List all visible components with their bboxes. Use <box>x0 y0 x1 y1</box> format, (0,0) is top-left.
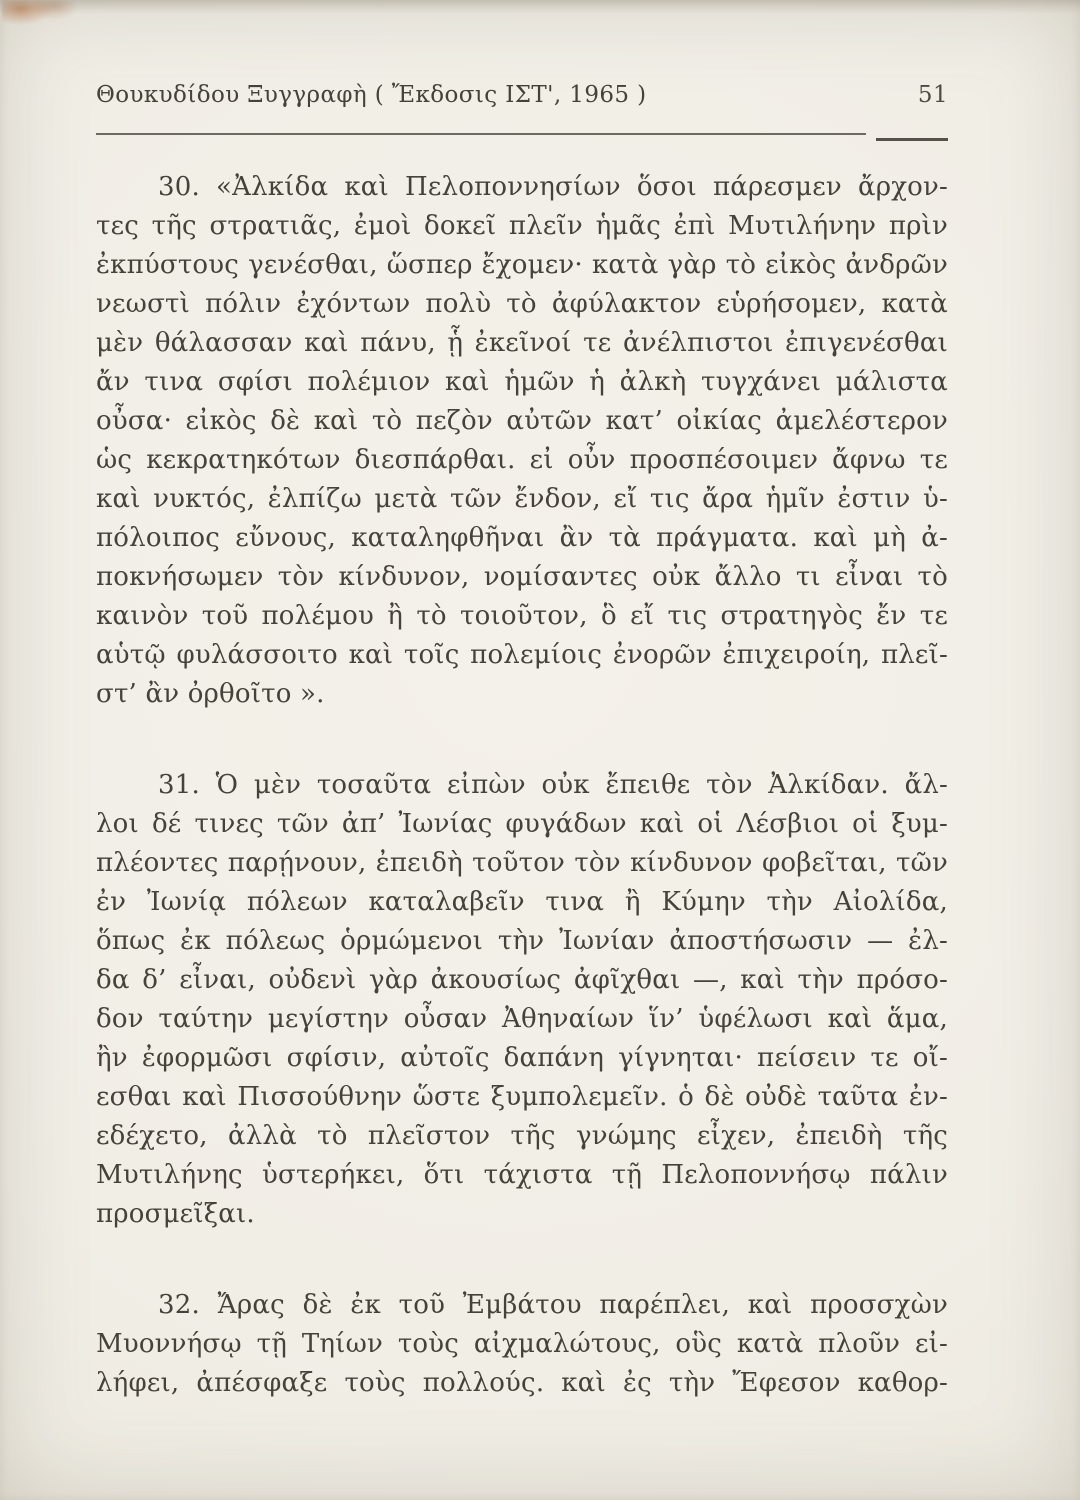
text-line: εδέχετο, ἀλλὰ τὸ πλεῖστον τῆς γνώμης εἶχεν, ἐπειδὴ τῆς <box>96 1121 948 1151</box>
paragraph-31 <box>96 766 948 1234</box>
text-line: ἐν Ἰωνίᾳ πόλεων καταλαβεῖν τινα ἢ Κύμην τὴν Αἰολίδα, <box>96 887 948 917</box>
text-line: 32. Ἄρας δὲ ἐκ τοῦ Ἐμβάτου παρέπλει, καὶ προσσχὼν <box>158 1290 948 1320</box>
text-line: ὅπως ἐκ πόλεως ὁρμώμενοι τὴν Ἰωνίαν ἀποστήσωσιν — ἐλ- <box>96 926 948 956</box>
header-rule <box>96 133 866 135</box>
text-line: μὲν θάλασσαν καὶ πάνυ, ᾗ ἐκεῖνοί τε ἀνέλπιστοι ἐπιγενέσθαι <box>96 328 948 358</box>
text-line: δα δ’ εἶναι, οὐδενὶ γὰρ ἀκουσίως ἀφῖχθαι —, καὶ τὴν πρόσο- <box>96 965 948 995</box>
text-line: Μυτιλήνης ὑστερήκει, ὅτι τάχιστα τῇ Πελοποννήσῳ πάλιν <box>96 1160 948 1190</box>
text-line: στ’ ἂν ὀρθοῖτο ». <box>96 679 325 709</box>
text-line: αὑτῷ φυλάσσοιτο καὶ τοῖς πολεμίοις ἐνορῶν ἐπιχειροίη, πλεῖ- <box>96 640 948 670</box>
scan-artifact <box>2 0 76 30</box>
text-line: τες τῆς στρατιᾶς, ἐμοὶ δοκεῖ πλεῖν ἡμᾶς ἐπὶ Μυτιλήνην πρὶν <box>96 211 948 241</box>
text-line: εσθαι καὶ Πισσούθνην ὥστε ξυμπολεμεῖν. ὁ δὲ οὐδὲ ταῦτα ἐν- <box>96 1082 948 1112</box>
text-line: 30. «Ἀλκίδα καὶ Πελοποννησίων ὅσοι πάρεσμεν ἄρχον- <box>158 172 948 202</box>
text-line: προσμεῖξαι. <box>96 1199 255 1229</box>
text-line: πλέοντες παρῄνουν, ἐπειδὴ τοῦτον τὸν κίνδυνον φοβεῖται, τῶν <box>96 848 948 878</box>
text-line: καὶ νυκτός, ἐλπίζω μετὰ τῶν ἔνδον, εἴ τις ἄρα ἡμῖν ἐστιν ὑ- <box>96 484 948 514</box>
text-line: νεωστὶ πόλιν ἐχόντων πολὺ τὸ ἀφύλακτον εὑρήσομεν, κατὰ <box>96 289 948 319</box>
text-line: καινὸν τοῦ πολέμου ἢ τὸ τοιοῦτον, ὃ εἴ τις στρατηγὸς ἔν τε <box>96 601 948 631</box>
text-line: δον ταύτην μεγίστην οὖσαν Ἀθηναίων ἵν’ ὑφέλωσι καὶ ἅμα, <box>96 1004 948 1034</box>
text-line: ὡς κεκρατηκότων διεσπάρθαι. εἰ οὖν προσπέσοιμεν ἄφνω τε <box>96 445 948 475</box>
text-line: ἐκπύστους γενέσθαι, ὥσπερ ἔχομεν· κατὰ γὰρ τὸ εἰκὸς ἀνδρῶν <box>96 250 948 280</box>
text-line: πόλοιπος εὔνους, καταληφθῆναι ἂν τὰ πράγματα. καὶ μὴ ἀ- <box>96 523 948 553</box>
text-line: οὖσα· εἰκὸς δὲ καὶ τὸ πεζὸν αὐτῶν κατ’ οἰκίας ἀμελέστερον <box>96 406 948 436</box>
running-title: Θουκυδίδου Ξυγγραφὴ ( Ἔκδοσις ΙΣΤ', 1965 ) <box>96 82 647 108</box>
text-line: λήφει, ἀπέσφαξε τοὺς πολλούς. καὶ ἐς τὴν Ἔφεσον καθορ- <box>96 1368 948 1398</box>
text-line: 31. Ὁ μὲν τοσαῦτα εἰπὼν οὐκ ἔπειθε τὸν Ἀλκίδαν. ἄλ- <box>158 770 948 800</box>
page-number-rule <box>876 138 948 141</box>
page-header <box>96 82 948 108</box>
text-line: λοι δέ τινες τῶν ἀπ’ Ἰωνίας φυγάδων καὶ οἱ Λέσβιοι οἱ ξυμ- <box>96 809 948 839</box>
page-number: 51 <box>917 82 948 108</box>
text-block <box>96 168 948 1403</box>
paragraph-30 <box>96 168 948 714</box>
text-line: ἢν ἐφορμῶσι σφίσιν, αὐτοῖς δαπάνη γίγνηται· πείσειν τε οἴ- <box>96 1043 948 1073</box>
text-line: ἄν τινα σφίσι πολέμιον καὶ ἡμῶν ἡ ἀλκὴ τυγχάνει μάλιστα <box>96 367 948 397</box>
text-line: ποκνήσωμεν τὸν κίνδυνον, νομίσαντες οὐκ ἄλλο τι εἶναι τὸ <box>96 562 948 592</box>
text-line: Μυοννήσῳ τῇ Τηίων τοὺς αἰχμαλώτους, οὓς κατὰ πλοῦν εἰ- <box>96 1329 948 1359</box>
paragraph-32 <box>96 1286 948 1403</box>
